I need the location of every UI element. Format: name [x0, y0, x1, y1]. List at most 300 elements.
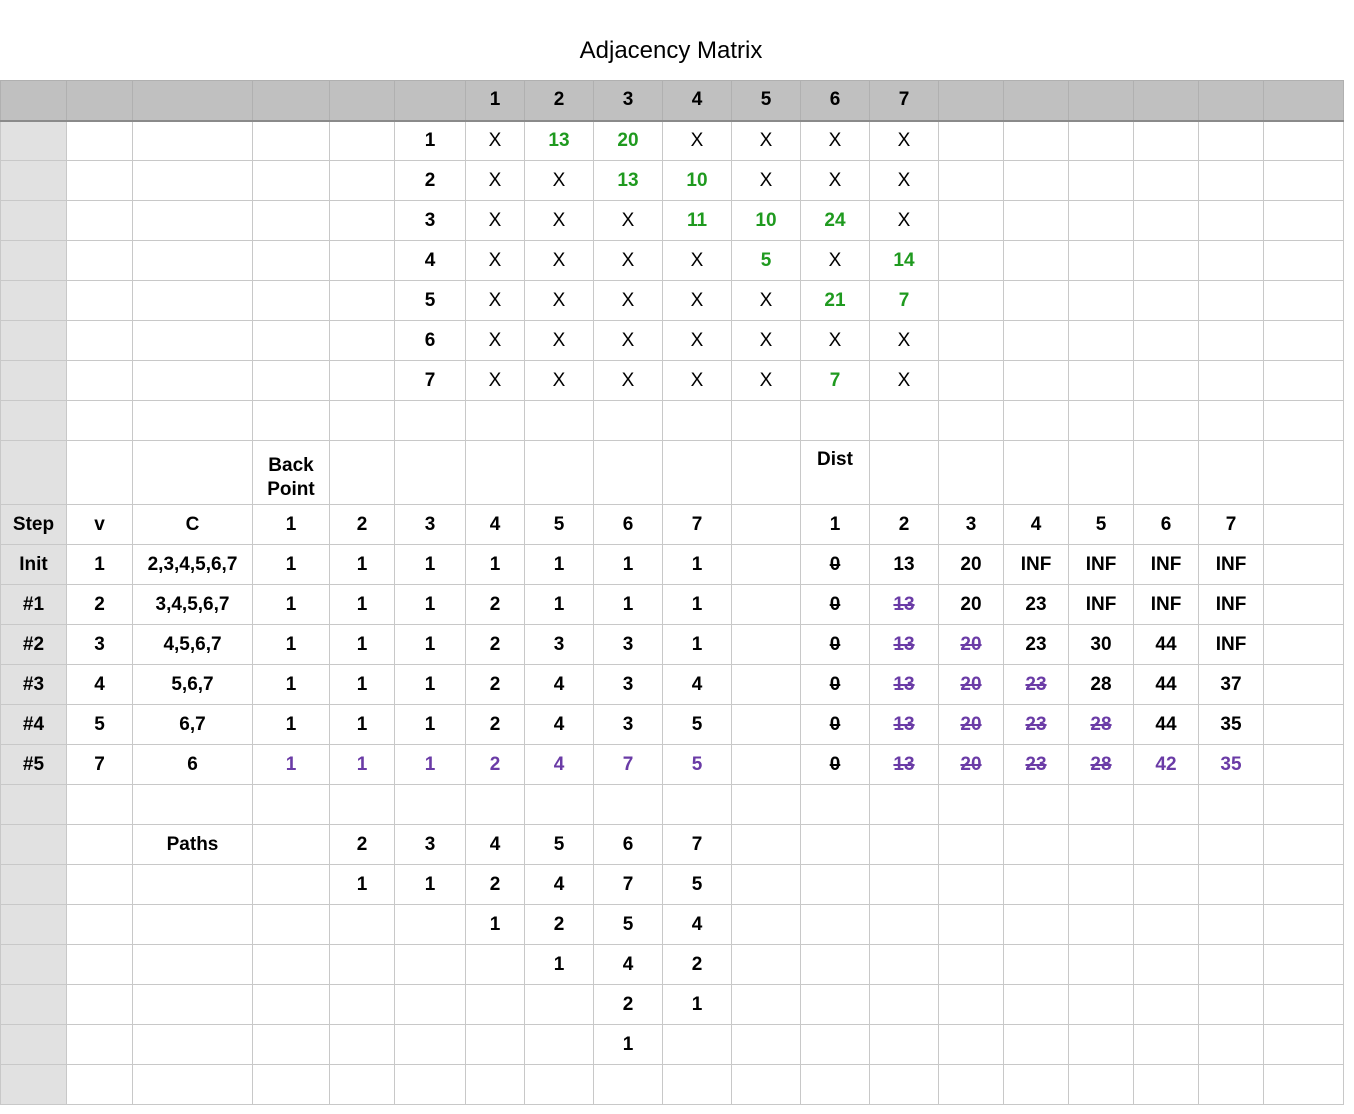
cell[interactable] [663, 1025, 732, 1065]
cell[interactable]: X [466, 201, 525, 241]
cell[interactable]: 3,4,5,6,7 [133, 585, 253, 625]
cell[interactable] [663, 441, 732, 505]
cell[interactable] [1264, 121, 1344, 161]
cell[interactable] [1199, 1025, 1264, 1065]
cell[interactable] [253, 161, 330, 201]
cell[interactable]: 1 [594, 585, 663, 625]
cell[interactable] [801, 945, 870, 985]
cell[interactable] [1004, 865, 1069, 905]
cell[interactable]: INF [1199, 585, 1264, 625]
row-header-cell[interactable] [1, 241, 67, 281]
cell[interactable]: 3 [395, 201, 466, 241]
cell[interactable] [1134, 321, 1199, 361]
cell[interactable] [732, 825, 801, 865]
cell[interactable]: 1 [67, 545, 133, 585]
cell[interactable]: 2 [466, 745, 525, 785]
cell[interactable]: 13 [870, 745, 939, 785]
cell[interactable]: X [801, 241, 870, 281]
cell[interactable]: X [663, 281, 732, 321]
cell[interactable]: 2 [663, 945, 732, 985]
cell[interactable] [67, 441, 133, 505]
cell[interactable]: 42 [1134, 745, 1199, 785]
cell[interactable] [1264, 201, 1344, 241]
cell[interactable]: 28 [1069, 665, 1134, 705]
cell[interactable] [330, 945, 395, 985]
cell[interactable] [663, 401, 732, 441]
cell[interactable] [732, 441, 801, 505]
cell[interactable] [253, 121, 330, 161]
cell[interactable] [732, 785, 801, 825]
cell[interactable]: 30 [1069, 625, 1134, 665]
cell[interactable]: 20 [939, 745, 1004, 785]
cell[interactable]: 23 [1004, 665, 1069, 705]
cell[interactable]: 1 [395, 665, 466, 705]
column-header-cell[interactable] [939, 81, 1004, 121]
cell[interactable]: 2 [870, 505, 939, 545]
cell[interactable] [1264, 161, 1344, 201]
cell[interactable] [67, 241, 133, 281]
row-header-cell[interactable]: Init [1, 545, 67, 585]
cell[interactable] [939, 1025, 1004, 1065]
cell[interactable]: 2 [525, 905, 594, 945]
cell[interactable] [1004, 201, 1069, 241]
cell[interactable]: X [663, 121, 732, 161]
row-header-cell[interactable] [1, 401, 67, 441]
cell[interactable]: 7 [801, 361, 870, 401]
cell[interactable]: 20 [939, 705, 1004, 745]
cell[interactable]: INF [1069, 545, 1134, 585]
cell[interactable] [253, 241, 330, 281]
cell[interactable] [253, 905, 330, 945]
cell[interactable] [133, 945, 253, 985]
cell[interactable]: 20 [939, 665, 1004, 705]
cell[interactable]: 7 [663, 825, 732, 865]
cell[interactable] [1069, 785, 1134, 825]
cell[interactable]: 2,3,4,5,6,7 [133, 545, 253, 585]
cell[interactable]: 2 [67, 585, 133, 625]
cell[interactable] [1004, 441, 1069, 505]
cell[interactable] [1199, 905, 1264, 945]
cell[interactable]: 21 [801, 281, 870, 321]
cell[interactable]: 6 [395, 321, 466, 361]
cell[interactable]: 3 [594, 625, 663, 665]
cell[interactable]: X [466, 281, 525, 321]
cell[interactable] [1134, 441, 1199, 505]
cell[interactable]: X [525, 201, 594, 241]
cell[interactable]: 5 [525, 825, 594, 865]
cell[interactable] [732, 905, 801, 945]
cell[interactable] [1134, 1065, 1199, 1105]
cell[interactable] [1069, 121, 1134, 161]
cell[interactable] [525, 401, 594, 441]
cell[interactable] [67, 121, 133, 161]
cell[interactable]: INF [1134, 585, 1199, 625]
cell[interactable] [330, 905, 395, 945]
cell[interactable] [1264, 985, 1344, 1025]
cell[interactable] [67, 865, 133, 905]
cell[interactable] [466, 401, 525, 441]
cell[interactable] [67, 825, 133, 865]
cell[interactable] [1069, 201, 1134, 241]
cell[interactable]: v [67, 505, 133, 545]
cell[interactable] [663, 1065, 732, 1105]
cell[interactable]: 7 [663, 505, 732, 545]
row-header-cell[interactable]: #4 [1, 705, 67, 745]
cell[interactable] [1004, 905, 1069, 945]
row-header-cell[interactable] [1, 1065, 67, 1105]
cell[interactable] [594, 401, 663, 441]
cell[interactable]: X [594, 321, 663, 361]
cell[interactable] [801, 905, 870, 945]
cell[interactable] [1134, 121, 1199, 161]
cell[interactable] [67, 985, 133, 1025]
cell[interactable] [330, 1025, 395, 1065]
cell[interactable]: 1 [330, 705, 395, 745]
cell[interactable] [525, 1065, 594, 1105]
cell[interactable] [1264, 241, 1344, 281]
cell[interactable] [939, 281, 1004, 321]
cell[interactable]: 5 [395, 281, 466, 321]
cell[interactable] [525, 1025, 594, 1065]
column-header-cell[interactable] [395, 81, 466, 121]
cell[interactable]: 3 [525, 625, 594, 665]
cell[interactable] [1134, 361, 1199, 401]
cell[interactable] [939, 441, 1004, 505]
cell[interactable]: X [525, 321, 594, 361]
cell[interactable] [1004, 945, 1069, 985]
cell[interactable] [1264, 1025, 1344, 1065]
cell[interactable]: X [732, 361, 801, 401]
cell[interactable]: 1 [330, 865, 395, 905]
cell[interactable]: 44 [1134, 625, 1199, 665]
cell[interactable] [732, 705, 801, 745]
cell[interactable] [466, 441, 525, 505]
cell[interactable]: 3 [594, 705, 663, 745]
cell[interactable]: X [525, 161, 594, 201]
cell[interactable] [732, 545, 801, 585]
cell[interactable]: 1 [253, 505, 330, 545]
cell[interactable] [801, 1025, 870, 1065]
cell[interactable] [1134, 161, 1199, 201]
cell[interactable]: X [525, 361, 594, 401]
cell[interactable] [1264, 401, 1344, 441]
cell[interactable] [330, 1065, 395, 1105]
cell[interactable] [1004, 321, 1069, 361]
cell[interactable]: 14 [870, 241, 939, 281]
cell[interactable] [732, 865, 801, 905]
cell[interactable] [67, 905, 133, 945]
cell[interactable]: X [594, 281, 663, 321]
cell[interactable] [870, 785, 939, 825]
cell[interactable] [939, 865, 1004, 905]
cell[interactable] [1199, 441, 1264, 505]
cell[interactable] [1004, 361, 1069, 401]
cell[interactable]: 23 [1004, 625, 1069, 665]
row-header-cell[interactable] [1, 81, 67, 121]
cell[interactable]: 6,7 [133, 705, 253, 745]
cell[interactable]: X [594, 201, 663, 241]
cell[interactable]: C [133, 505, 253, 545]
cell[interactable] [1199, 121, 1264, 161]
cell[interactable]: 1 [330, 745, 395, 785]
cell[interactable] [1069, 441, 1134, 505]
cell[interactable]: 4 [525, 745, 594, 785]
cell[interactable]: 1 [525, 945, 594, 985]
cell[interactable] [253, 785, 330, 825]
cell[interactable]: 35 [1199, 745, 1264, 785]
cell[interactable]: 2 [330, 505, 395, 545]
cell[interactable]: 4 [663, 665, 732, 705]
cell[interactable] [1264, 745, 1344, 785]
cell[interactable] [870, 441, 939, 505]
cell[interactable]: 5 [67, 705, 133, 745]
cell[interactable]: X [801, 321, 870, 361]
cell[interactable] [330, 121, 395, 161]
cell[interactable] [1264, 785, 1344, 825]
cell[interactable]: 7 [67, 745, 133, 785]
cell[interactable]: X [870, 361, 939, 401]
cell[interactable]: 4 [663, 905, 732, 945]
cell[interactable] [594, 441, 663, 505]
cell[interactable]: 1 [253, 665, 330, 705]
cell[interactable]: 4 [525, 865, 594, 905]
cell[interactable]: X [870, 201, 939, 241]
cell[interactable] [330, 281, 395, 321]
cell[interactable]: 2 [466, 705, 525, 745]
row-header-cell[interactable] [1, 865, 67, 905]
cell[interactable]: 44 [1134, 705, 1199, 745]
cell[interactable] [1134, 201, 1199, 241]
cell[interactable]: X [663, 361, 732, 401]
row-header-cell[interactable] [1, 121, 67, 161]
cell[interactable] [1134, 785, 1199, 825]
cell[interactable]: X [732, 121, 801, 161]
cell[interactable]: 28 [1069, 705, 1134, 745]
cell[interactable]: 13 [594, 161, 663, 201]
cell[interactable] [1264, 705, 1344, 745]
cell[interactable]: 2 [466, 585, 525, 625]
row-header-cell[interactable] [1, 985, 67, 1025]
row-header-cell[interactable] [1, 321, 67, 361]
cell[interactable]: Paths [133, 825, 253, 865]
cell[interactable] [1264, 441, 1344, 505]
cell[interactable] [133, 281, 253, 321]
cell[interactable]: 5,6,7 [133, 665, 253, 705]
cell[interactable] [1199, 201, 1264, 241]
cell[interactable]: X [466, 361, 525, 401]
cell[interactable]: 28 [1069, 745, 1134, 785]
cell[interactable] [133, 865, 253, 905]
cell[interactable]: 1 [395, 745, 466, 785]
column-header-cell[interactable]: 5 [732, 81, 801, 121]
cell[interactable] [870, 865, 939, 905]
cell[interactable] [939, 825, 1004, 865]
cell[interactable] [1264, 545, 1344, 585]
cell[interactable]: 37 [1199, 665, 1264, 705]
cell[interactable] [253, 865, 330, 905]
cell[interactable]: 1 [663, 985, 732, 1025]
cell[interactable] [1069, 1065, 1134, 1105]
cell[interactable] [1004, 785, 1069, 825]
cell[interactable] [939, 985, 1004, 1025]
cell[interactable] [330, 241, 395, 281]
cell[interactable] [1134, 865, 1199, 905]
cell[interactable]: 3 [395, 505, 466, 545]
cell[interactable]: 3 [395, 825, 466, 865]
cell[interactable] [133, 441, 253, 505]
cell[interactable]: 20 [939, 585, 1004, 625]
column-header-cell[interactable] [330, 81, 395, 121]
cell[interactable] [395, 1025, 466, 1065]
cell[interactable] [1004, 1065, 1069, 1105]
row-header-cell[interactable]: #5 [1, 745, 67, 785]
row-header-cell[interactable] [1, 785, 67, 825]
cell[interactable]: 4,5,6,7 [133, 625, 253, 665]
cell[interactable] [1134, 241, 1199, 281]
cell[interactable] [1069, 865, 1134, 905]
cell[interactable]: 0 [801, 705, 870, 745]
cell[interactable] [801, 985, 870, 1025]
row-header-cell[interactable]: Step [1, 505, 67, 545]
cell[interactable] [395, 905, 466, 945]
cell[interactable]: 13 [870, 705, 939, 745]
cell[interactable] [732, 665, 801, 705]
cell[interactable] [395, 785, 466, 825]
cell[interactable] [525, 985, 594, 1025]
row-header-cell[interactable] [1, 201, 67, 241]
cell[interactable]: 4 [466, 825, 525, 865]
row-header-cell[interactable] [1, 825, 67, 865]
cell[interactable]: 1 [466, 545, 525, 585]
cell[interactable] [1134, 281, 1199, 321]
cell[interactable] [1134, 905, 1199, 945]
cell[interactable] [67, 1025, 133, 1065]
cell[interactable] [1199, 985, 1264, 1025]
cell[interactable]: 4 [1004, 505, 1069, 545]
cell[interactable]: X [594, 241, 663, 281]
cell[interactable] [1069, 401, 1134, 441]
cell[interactable] [1134, 1025, 1199, 1065]
cell[interactable]: 4 [466, 505, 525, 545]
cell[interactable] [466, 1025, 525, 1065]
cell[interactable] [525, 441, 594, 505]
cell[interactable] [1264, 505, 1344, 545]
cell[interactable]: X [466, 121, 525, 161]
cell[interactable]: INF [1199, 625, 1264, 665]
cell[interactable] [1004, 825, 1069, 865]
cell[interactable] [1069, 985, 1134, 1025]
cell[interactable]: 11 [663, 201, 732, 241]
cell[interactable]: 1 [395, 705, 466, 745]
cell[interactable] [466, 785, 525, 825]
cell[interactable] [1134, 825, 1199, 865]
cell[interactable] [253, 281, 330, 321]
cell[interactable]: 6 [594, 825, 663, 865]
cell[interactable]: 5 [594, 905, 663, 945]
cell[interactable]: 4 [525, 665, 594, 705]
cell[interactable]: X [525, 281, 594, 321]
cell[interactable] [870, 1065, 939, 1105]
cell[interactable] [1264, 281, 1344, 321]
cell[interactable] [133, 241, 253, 281]
column-header-cell[interactable]: 2 [525, 81, 594, 121]
cell[interactable] [732, 625, 801, 665]
cell[interactable] [133, 905, 253, 945]
cell[interactable]: 1 [395, 625, 466, 665]
cell[interactable] [939, 401, 1004, 441]
cell[interactable] [253, 1065, 330, 1105]
cell[interactable] [67, 785, 133, 825]
cell[interactable]: INF [1134, 545, 1199, 585]
row-header-cell[interactable]: #2 [1, 625, 67, 665]
cell[interactable] [801, 865, 870, 905]
cell[interactable]: 13 [525, 121, 594, 161]
cell[interactable] [939, 785, 1004, 825]
cell[interactable] [253, 201, 330, 241]
cell[interactable] [133, 1065, 253, 1105]
cell[interactable]: 0 [801, 665, 870, 705]
cell[interactable]: 2 [594, 985, 663, 1025]
cell[interactable] [732, 1065, 801, 1105]
cell[interactable] [133, 401, 253, 441]
column-header-cell[interactable] [1264, 81, 1344, 121]
cell[interactable] [939, 945, 1004, 985]
cell[interactable]: 1 [253, 625, 330, 665]
cell[interactable]: X [732, 161, 801, 201]
cell[interactable] [466, 945, 525, 985]
cell[interactable]: 7 [870, 281, 939, 321]
cell[interactable]: X [801, 121, 870, 161]
cell[interactable] [939, 201, 1004, 241]
cell[interactable] [133, 361, 253, 401]
cell[interactable] [525, 785, 594, 825]
cell[interactable] [1199, 785, 1264, 825]
cell[interactable] [466, 1065, 525, 1105]
cell[interactable] [1004, 241, 1069, 281]
cell[interactable]: 44 [1134, 665, 1199, 705]
cell[interactable]: 5 [663, 705, 732, 745]
column-header-cell[interactable]: 3 [594, 81, 663, 121]
cell[interactable] [67, 945, 133, 985]
cell[interactable] [1004, 161, 1069, 201]
cell[interactable] [133, 321, 253, 361]
cell[interactable] [466, 985, 525, 1025]
cell[interactable]: X [732, 281, 801, 321]
cell[interactable]: X [870, 321, 939, 361]
cell[interactable] [1199, 161, 1264, 201]
cell[interactable] [1004, 121, 1069, 161]
cell[interactable] [133, 785, 253, 825]
cell[interactable] [939, 121, 1004, 161]
cell[interactable] [67, 201, 133, 241]
cell[interactable] [1199, 281, 1264, 321]
cell[interactable]: 0 [801, 585, 870, 625]
cell[interactable] [939, 321, 1004, 361]
cell[interactable]: 4 [525, 705, 594, 745]
cell[interactable]: X [801, 161, 870, 201]
column-header-cell[interactable] [67, 81, 133, 121]
cell[interactable]: 5 [1069, 505, 1134, 545]
cell[interactable]: 4 [594, 945, 663, 985]
cell[interactable]: 1 [663, 625, 732, 665]
cell[interactable] [67, 401, 133, 441]
row-header-cell[interactable]: #3 [1, 665, 67, 705]
cell[interactable]: 1 [525, 585, 594, 625]
cell[interactable] [1264, 1065, 1344, 1105]
cell[interactable] [253, 321, 330, 361]
row-header-cell[interactable] [1, 1025, 67, 1065]
column-header-cell[interactable]: 4 [663, 81, 732, 121]
